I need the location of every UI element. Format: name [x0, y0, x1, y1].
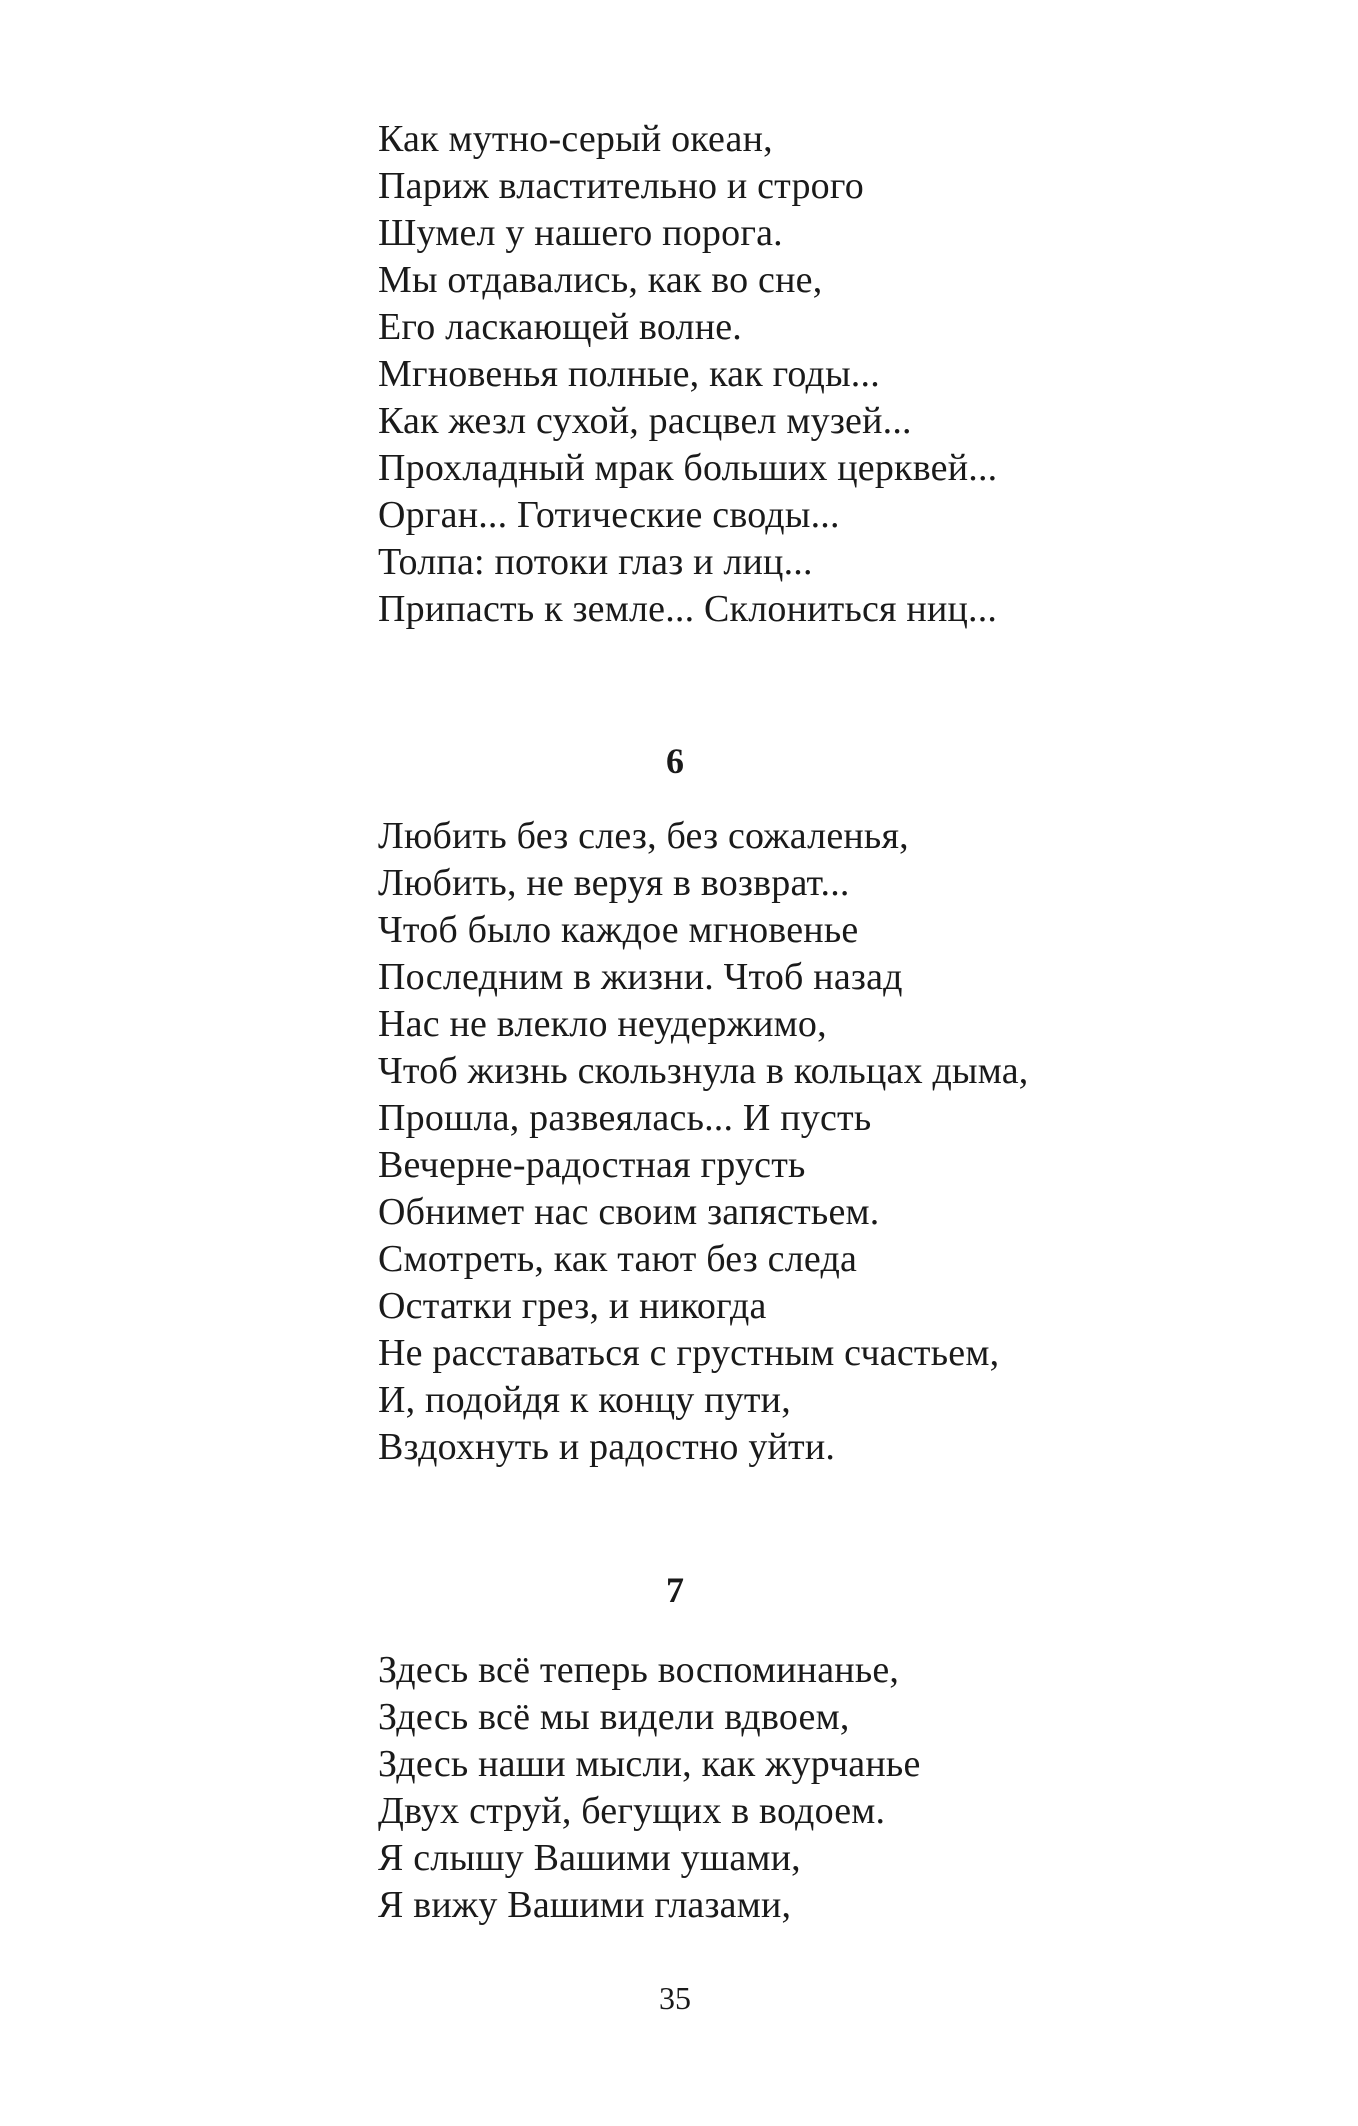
stanza-continuation: [378, 116, 997, 633]
poem-line: Шумел у нашего порога.: [378, 212, 783, 254]
poem-line: Чтоб жизнь скользнула в кольцах дыма,: [378, 1050, 1029, 1092]
stanza-section-7: [378, 1647, 921, 1929]
poem-line: Как жезл сухой, расцвел музей...: [378, 400, 912, 442]
poem-line: Орган... Готические своды...: [378, 494, 840, 536]
poem-line: Любить, не веруя в возврат...: [378, 862, 850, 904]
poem-line: Здесь всё мы видели вдвоем,: [378, 1696, 850, 1738]
poem-line: И, подойдя к концу пути,: [378, 1379, 791, 1421]
section-number-6: 6: [666, 741, 684, 781]
page-number: 35: [659, 1980, 691, 2016]
poem-line: Двух струй, бегущих в водоем.: [378, 1790, 886, 1832]
poem-line: Мы отдавались, как во сне,: [378, 259, 823, 301]
poem-line: Как мутно-серый океан,: [378, 118, 773, 160]
poem-line: Не расставаться с грустным счастьем,: [378, 1332, 1000, 1374]
poem-line: Прохладный мрак больших церквей...: [378, 447, 998, 489]
poem-line: Я вижу Вашими глазами,: [378, 1884, 792, 1926]
poem-line: Вздохнуть и радостно уйти.: [378, 1426, 836, 1468]
poem-line: Любить без слез, без сожаленья,: [378, 815, 909, 857]
poem-line: Обнимет нас своим запястьем.: [378, 1191, 880, 1233]
poem-line: Толпа: потоки глаз и лиц...: [378, 541, 813, 583]
poem-line: Я слышу Вашими ушами,: [378, 1837, 801, 1879]
section-number-7: 7: [666, 1570, 684, 1610]
poem-line: Здесь наши мысли, как журчанье: [378, 1743, 921, 1785]
poem-line: Его ласкающей волне.: [378, 306, 742, 348]
poem-line: Остатки грез, и никогда: [378, 1285, 767, 1327]
poem-line: Вечерне-радостная грусть: [378, 1144, 806, 1186]
poem-line: Париж властительно и строго: [378, 165, 864, 207]
poem-line: Мгновенья полные, как годы...: [378, 353, 880, 395]
poem-line: Нас не влекло неудержимо,: [378, 1003, 827, 1045]
poem-line: Чтоб было каждое мгновенье: [378, 909, 859, 951]
poem-line: Припасть к земле... Склониться ниц...: [378, 588, 998, 630]
stanza-section-6: [378, 813, 1029, 1471]
poem-line: Последним в жизни. Чтоб назад: [378, 956, 903, 998]
poem-line: Здесь всё теперь воспоминанье,: [378, 1649, 900, 1691]
poem-line: Прошла, развеялась... И пусть: [378, 1097, 872, 1139]
poem-line: Смотреть, как тают без следа: [378, 1238, 858, 1280]
